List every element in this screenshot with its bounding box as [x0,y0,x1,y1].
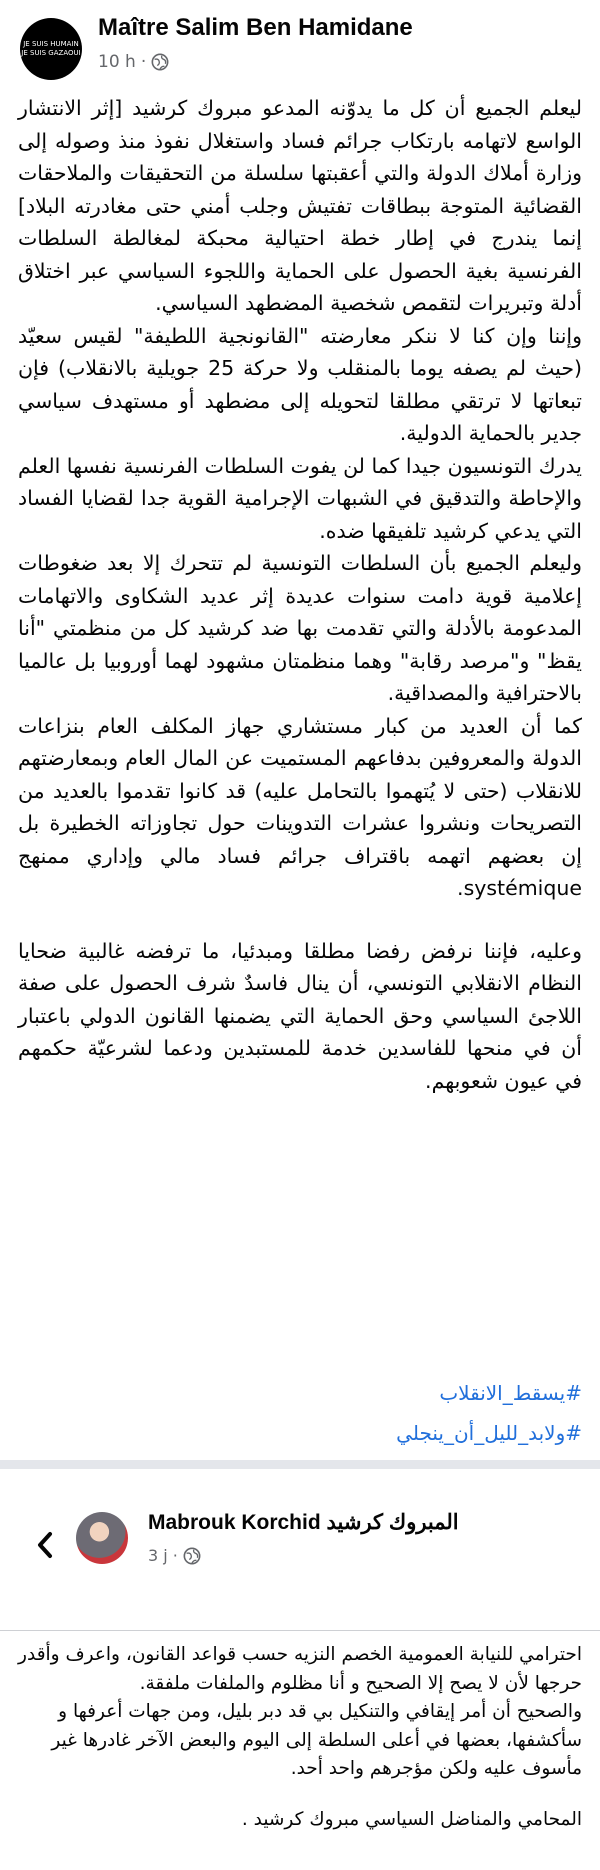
post-meta [98,52,169,72]
author-name[interactable]: Maître Salim Ben Hamidane [98,14,413,41]
post-paragraph-6: وعليه، فإننا نرفض رفضا مطلقا ومبدئيا، ما ترفضه غالبية ضحايا النظام الانقلابي التونسي، أن ينال فاسدٌ شرف الحصول على صفة اللاجئ السياسي وحق الحماية التي يضمنها القانون الدولي باعتبار أن في منحها للفاسدين خدمة للمستبدين ودعما لشرعيّة حكمهم في عيون شعوبهم. [18,938,582,1093]
avatar-text-line2: JE SUIS GAZAOUI [21,49,81,57]
post-paragraph-4: وليعلم الجميع بأن السلطات التونسية لم تتحرك إلا بعد ضغوطات إعلامية قوية دامت سنوات عديدة إثر عديد الشكاوى والاتهامات المدعومة بالأدلة والتي تقدمت بها ضد كرشيد كل من منظمتي "أنا يقظ" و"مرصد رقابة" وهما منظمتان مشهود لهما أوروبيا بل عالميا بالاحترافية والمصداقية. [18,551,582,705]
paragraph-gap [18,905,582,935]
shared-paragraph-2: والصحيح أن أمر إيقافي والتنكيل بي قد دبر بليل، ومن جهات أعرفها و سأكشفها، بعضها في أعلى السلطة إلى اليوم والبعض الآخر غادرها غير مأسوف عليه ولكن مؤجرهم واحد أحد. [51,1701,582,1779]
post-paragraph-1: ليعلم الجميع أن كل ما يدوّنه المدعو مبروك كرشيد [إثر الانتشار الواسع لاتهامه بارتكاب جرائم فساد واستغلال نفوذ منذ وصوله إلى وزارة أملاك الدولة والتي أعقبتها سلسلة من التحقيقات والملاحقات القضائية المتوجة ببطاقات تفتيش وجلب أمني حتى مغادرته البلاد] إنما يندرج في إطار خطة احتيالية محبكة لمغالطة السلطات الفرنسية بغية الحصول على الحماية واللجوء السياسي عبر اختلاق أدلة وتبريرات لتقمص شخصية المضطهد السياسي. [18,96,582,315]
shared-post-divider [0,1460,600,1469]
avatar-text-line1: JE SUIS HUMAIN [23,40,79,49]
hashtags [396,1373,582,1453]
shared-post-time[interactable]: 3 j [148,1546,168,1565]
shared-paragraph-1: احترامي للنيابة العمومية الخصم النزيه حسب قواعد القانون، واعرف وأقدر حرجها لأن لا يصح إلا الصحيح و أنا مظلوم والملفات ملفقة. [18,1644,582,1694]
shared-post-body [18,1641,582,1834]
post-paragraph-3: يدرك التونسيون جيدا كما لن يفوت السلطات الفرنسية نفسها العلم والإحاطة والتدقيق في الشبهات الإجرامية القوية جدا لقضايا الفساد التي يدعي كرشيد تلفيقها ضده. [18,453,582,543]
hashtag-link[interactable]: #ولابد_لليل_أن_ينجلي [396,1421,582,1445]
post-body [18,92,582,1097]
meta-dot: · [140,52,147,72]
shared-post-meta [148,1546,201,1565]
globe-icon[interactable] [183,1547,201,1565]
meta-dot: · [172,1546,178,1565]
globe-icon[interactable] [151,53,169,71]
post-header [0,0,600,90]
shared-content-divider [0,1630,600,1631]
author-avatar[interactable] [20,18,82,80]
shared-paragraph-3: المحامي والمناضل السياسي مبروك كرشيد . [241,1808,582,1830]
post-paragraph-5: كما أن العديد من كبار مستشاري جهاز المكلف العام بنزاعات الدولة والمعروفين بدفاعهم المستميت عن المال العام وبمعارضتهم للانقلاب (حتى لا يُتهموا بالتحامل عليه) قد كانوا تقدموا بالعديد من التصريحات ونشروا عشرات التدوينات حول تجاوزاته الخطيرة بل إن بعضهم اتهمه باقتراف جرائم فساد مالي وإداري ممنهج systémique. [18,713,582,900]
post-paragraph-2: وإننا وإن كنا لا ننكر معارضته "القانونجية اللطيفة" لقيس سعيّد (حيث لم يصفه يوما بالمنقلب ولا حركة 25 جويلية بالانقلاب) فإن تبعاتها لا ترتقي مطلقا لتحويله إلى مضطهد أو مستهدف سياسي جدير بالحماية الدولية. [18,323,582,445]
shared-author-avatar[interactable] [76,1512,128,1564]
shared-author-name[interactable]: Mabrouk Korchid المبروك كرشيد [148,1511,459,1534]
chevron-left-icon[interactable] [34,1530,56,1560]
paragraph-gap [18,1784,582,1806]
hashtag-link[interactable]: #يسقط_الانقلاب [439,1381,582,1405]
post-time[interactable]: 10 h [98,52,136,72]
